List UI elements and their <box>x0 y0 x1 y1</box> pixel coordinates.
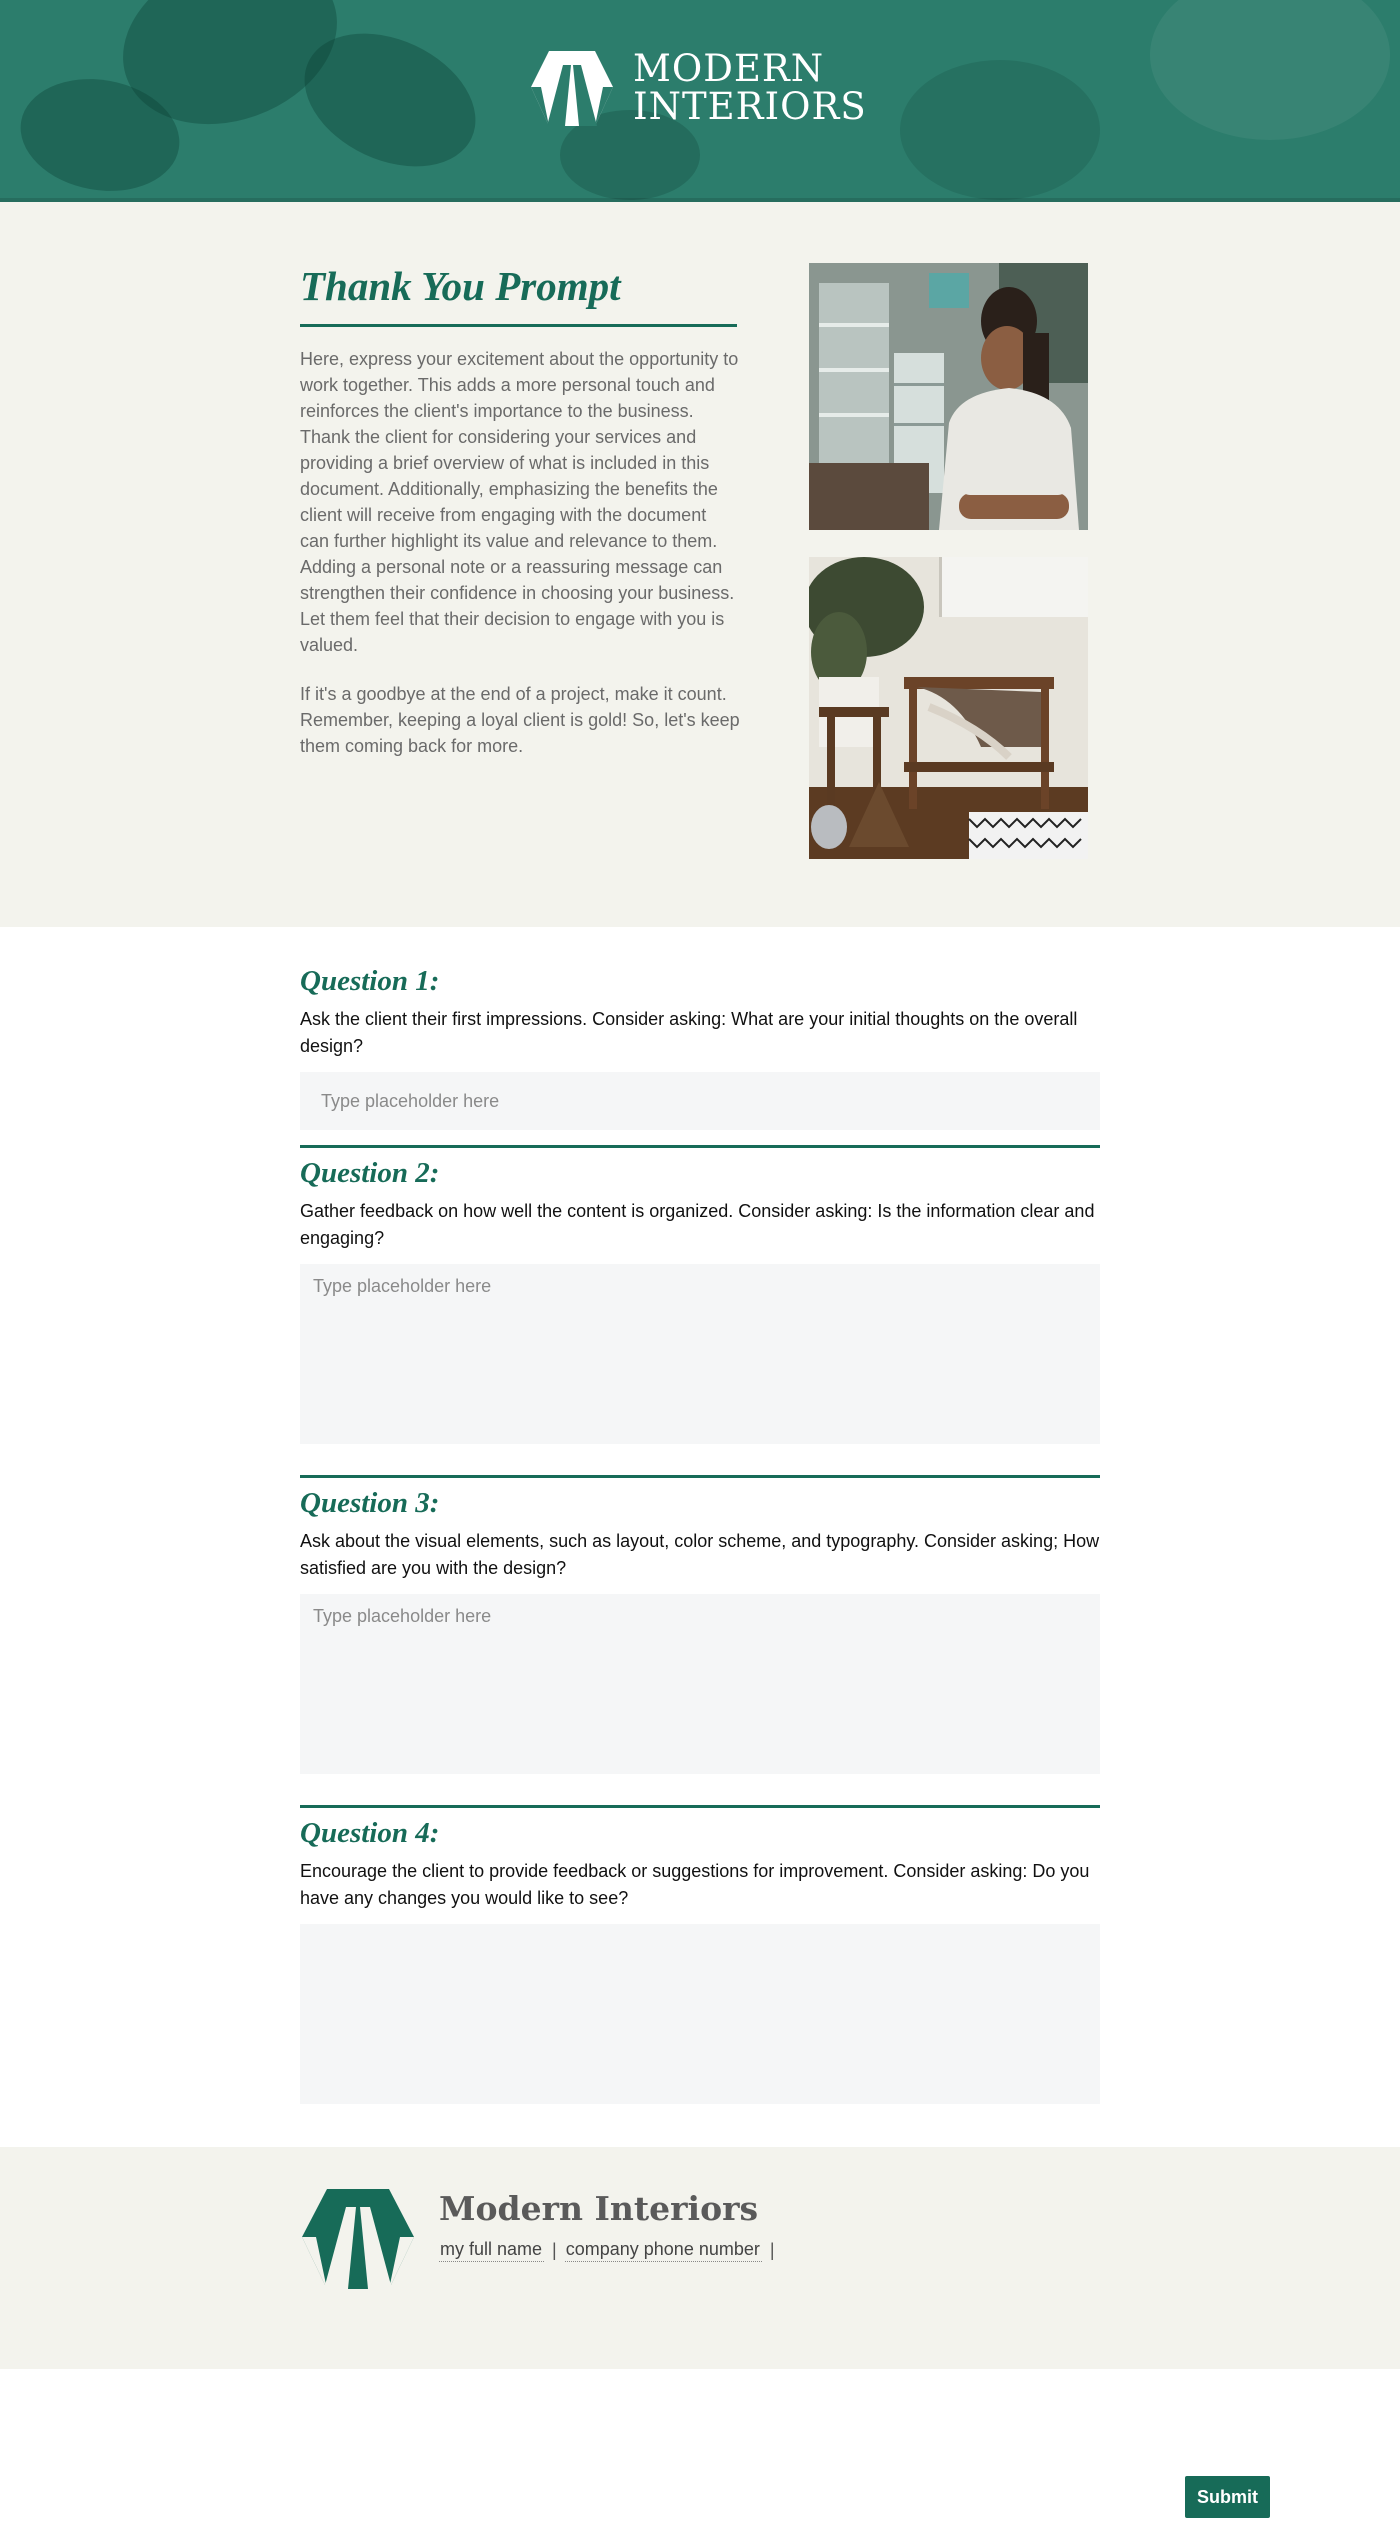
intro-section <box>0 202 1400 927</box>
question-1-answer-input[interactable] <box>300 1072 1100 1130</box>
intro-body <box>300 346 740 782</box>
footer-contact-line <box>439 2239 783 2262</box>
intro-paragraph-1: Here, express your excitement about the opportunity to work together. This adds a more personal touch and reinforces the client's importance to the business. Thank the client for considering your services and providing a brief overview of what is included in this document. Additionally, emphasizing the benefits the client will receive from engaging with the document can further highlight its value and relevance to them. Adding a personal note or a reassuring message can strengthen their confidence in choosing your business. Let them feel that their decision to engage with you is valued. <box>300 349 739 655</box>
question-3 <box>300 1478 1100 1805</box>
question-3-answer-textarea[interactable] <box>300 1594 1100 1774</box>
interior-chair-photo <box>809 557 1088 859</box>
separator: | <box>552 2240 557 2260</box>
question-2 <box>300 1148 1100 1475</box>
question-2-title: Question 2: <box>300 1157 440 1189</box>
intro-title: Thank You Prompt <box>300 262 737 327</box>
submit-button[interactable]: Submit <box>1185 2476 1270 2518</box>
question-4 <box>300 1808 1100 2118</box>
brand-lockup <box>531 47 867 128</box>
question-4-title: Question 4: <box>300 1817 440 1849</box>
decorative-leaf <box>900 60 1100 200</box>
company-phone-field[interactable]: company phone number <box>565 2239 762 2262</box>
intro-paragraph-2: If it's a goodbye at the end of a project, make it count. Remember, keeping a loyal client is gold! So, let's keep them coming back for more. <box>300 684 740 756</box>
question-3-prompt: Ask about the visual elements, such as layout, color scheme, and typography. Consider asking; How satisfied are you with the design? <box>300 1531 1100 1578</box>
brand-name-line2: INTERIORS <box>633 85 867 128</box>
modern-interiors-logo-icon <box>531 51 613 126</box>
question-2-prompt: Gather feedback on how well the content is organized. Consider asking: Is the information clear and engaging? <box>300 1201 1095 1248</box>
modern-interiors-logo-icon <box>302 2189 414 2289</box>
woman-in-studio-photo <box>809 263 1088 530</box>
question-4-prompt: Encourage the client to provide feedback or suggestions for improvement. Consider asking: Do you have any changes you would like to see? <box>300 1861 1090 1908</box>
question-3-title: Question 3: <box>300 1487 440 1519</box>
separator: | <box>769 2240 775 2260</box>
full-name-field[interactable]: my full name <box>439 2239 544 2262</box>
decorative-leaf <box>1150 0 1390 140</box>
question-1 <box>300 956 1100 1145</box>
header-banner <box>0 0 1400 202</box>
brand-name-line1: MODERN <box>633 47 825 90</box>
footer-company-name: Modern Interiors <box>439 2189 759 2228</box>
feedback-questions <box>300 956 1100 2118</box>
question-4-answer-textarea[interactable] <box>300 1924 1100 2104</box>
footer <box>0 2147 1400 2369</box>
question-2-answer-textarea[interactable] <box>300 1264 1100 1444</box>
question-1-title: Question 1: <box>300 965 440 997</box>
brand-name <box>633 47 867 128</box>
question-1-prompt: Ask the client their first impressions. Consider asking: What are your initial thoughts on the overall design? <box>300 1009 1078 1056</box>
